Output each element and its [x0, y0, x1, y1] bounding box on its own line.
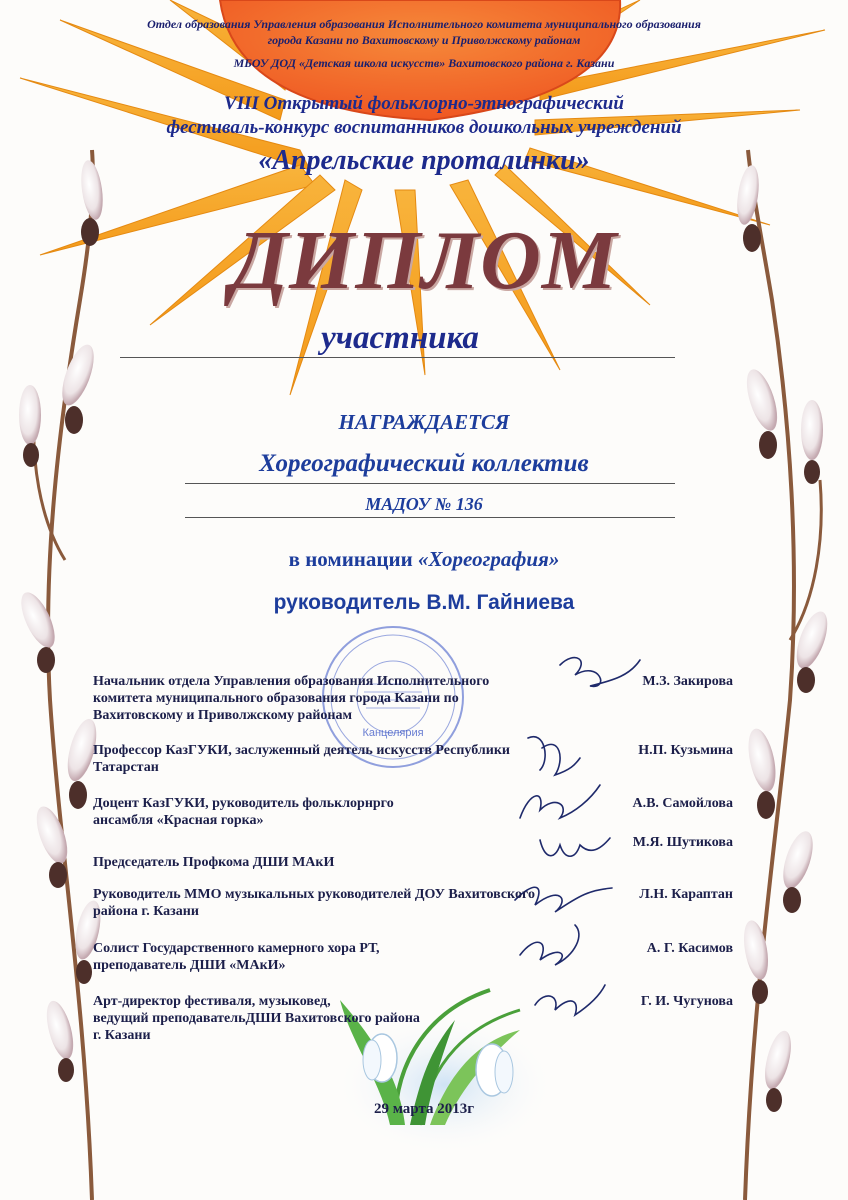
nomination-line [0, 547, 848, 572]
awarded-label: НАГРАЖДАЕТСЯ [338, 410, 510, 434]
signatory-title: Руководитель ММО музыкальных руководителей ДОУ Вахитовского района г. Казани [93, 887, 535, 919]
festival-line-2: фестиваль-конкурс воспитанников дошкольных учреждений [166, 117, 682, 138]
header-department: Отдел образования Управления образования Исполнительного комитета муниципального образования [147, 17, 701, 31]
issue-date: 29 марта 2013г [373, 1101, 475, 1117]
nomination-value: «Хореография» [417, 547, 560, 571]
signatory-title: Солист Государственного камерного хора РТ, преподаватель ДШИ «МАкИ» [93, 941, 380, 973]
signatory-title: Начальник отдела Управления образования Исполнительного комитета муниципального образования города Казани по Вахитовскому и Приволжскому районам [93, 674, 490, 723]
diploma-subtitle: участника [321, 320, 479, 356]
signatory-title: Арт-директор фестиваля, музыковед, ведущий преподавательДШИ Вахитовского района г. Казани [93, 994, 420, 1043]
signatory-title: Председатель Профкома ДШИ МАкИ [93, 855, 335, 870]
signatory-title: Профессор КазГУКИ, заслуженный деятель искусств Республики Татарстан [93, 743, 510, 775]
signatory-name: Н.П. Кузьмина [638, 743, 733, 758]
signatory-title: Доцент КазГУКИ, руководитель фольклорнрго ансамбля «Красная горка» [93, 796, 394, 828]
signatory-name: М.З. Закирова [642, 674, 733, 689]
divider-line [120, 357, 675, 358]
signatory-name: М.Я. Шутикова [632, 835, 733, 850]
nomination-prefix: в номинации [288, 547, 418, 571]
festival-line-1: VIII Открытый фольклорно-этнографический [224, 93, 624, 114]
festival-title: «Апрельские проталинки» [258, 145, 590, 176]
institution-name: МАДОУ № 136 [365, 494, 483, 514]
signatory-name: Г. И. Чугунова [640, 994, 733, 1009]
signatory-name: Л.Н. Караптан [639, 887, 733, 902]
recipient-name: Хореографический коллектив [259, 450, 589, 477]
divider-line [185, 517, 675, 518]
divider-line [185, 483, 675, 484]
header-district: города Казани по Вахитовскому и Приволжскому районам [267, 33, 581, 47]
leader-name: руководитель В.М. Гайниева [273, 591, 575, 614]
signatory-name: А. Г. Касимов [646, 941, 733, 956]
header-school: МБОУ ДОД «Детская школа искусств» Вахитовского района г. Казани [233, 56, 615, 70]
diploma-title: ДИПЛОМ [230, 214, 618, 307]
stamp-label: Канцелярия [362, 727, 424, 739]
signatory-name: А.В. Самойлова [632, 796, 733, 811]
